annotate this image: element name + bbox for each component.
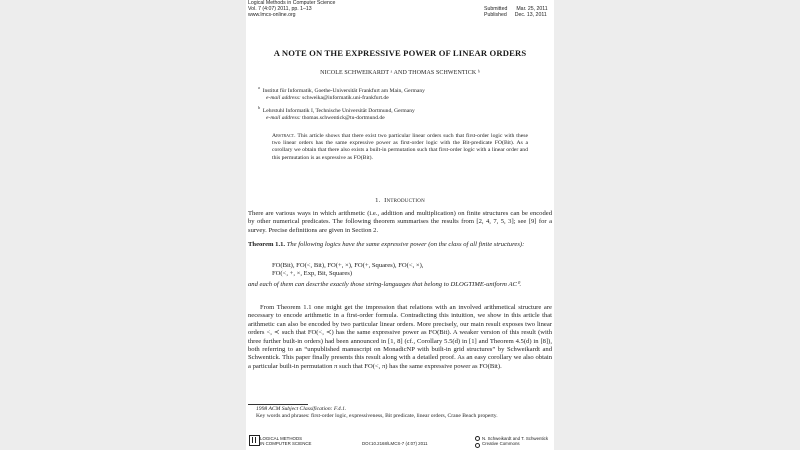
paper-title: A NOTE ON THE EXPRESSIVE POWER OF LINEAR ORDERS (273, 48, 527, 58)
affiliation-b-email-label: e-mail address: (266, 114, 301, 121)
affiliation-b-institution: Lehrstuhl Informatik I, Technische Universität Dortmund, Germany (262, 107, 415, 114)
section-number: 1. (375, 197, 381, 204)
submitted-label: Submitted (484, 6, 508, 12)
creative-commons-icon (475, 443, 480, 448)
copyright-icon (475, 436, 480, 441)
published-date: Dec. 13, 2011 (514, 12, 547, 19)
journal-header (248, 0, 335, 19)
journal-website: www.lmcs-online.org (248, 12, 296, 19)
theorem-formula-line-2: FO(<, +, ×, Exp, Bit, Squares) (272, 270, 353, 278)
footnotes (256, 406, 552, 420)
theorem-statement: The following logics have the same expressive power (on the class of all finite structures): (286, 241, 525, 248)
theorem-formula-line-1: FO(Bit), FO(<, Bit), FO(+, ×), FO(+, Squares), FO(<, ×), (272, 262, 424, 269)
affiliation-a-email-label: e-mail address: (266, 94, 301, 101)
submitted-info (484, 6, 548, 18)
license-info (482, 436, 548, 446)
section-title: Introduction (384, 197, 425, 204)
abstract-label: Abstract. (272, 133, 296, 139)
lmcs-logo-icon (249, 435, 260, 446)
theorem-closing (248, 281, 552, 289)
footnote-divider (248, 404, 308, 405)
doi[interactable]: DOI:10.2168/LMCS-7 (4:07) 2011 (362, 441, 428, 446)
abstract-text: This article shows that there exist two particular linear orders such that first-order logic with these two linear orders has the same expressive power as first-order logic with the Bit-predicate FO(Bit). As a corollary we obtain that there also exists a built-in permutation such that first-order logic with a linear order and this permutation is as expressive as FO(Bit). (272, 133, 528, 161)
journal-name: Logical Methods in Computer Science (248, 0, 336, 6)
intro-text: There are various ways in which arithmetic (i.e., addition and multiplication) on finite structures can be encoded by other numerical predicates. The following theorem summarises the results from [2, 4, 7, 5, 3]; see [9] for a survey. Precise definitions are given in Section 2. (248, 210, 552, 234)
affiliation-b-email[interactable]: thomas.schwentick@tu-dortmund.de (302, 114, 385, 121)
paper-page (246, 0, 554, 450)
affiliation-a-email[interactable]: schweika@informatik.uni-frankfurt.de (302, 94, 389, 101)
theorem-closing-text: and each of them can describe exactly those string-languages that belong to DLOGTIME-uniform AC⁰. (248, 281, 522, 288)
affiliation-b (258, 104, 415, 122)
affiliation-a-institution: Institut für Informatik, Goethe-Universität Frankfurt am Main, Germany (262, 87, 425, 94)
abstract (272, 133, 528, 162)
lmcs-logo-text (260, 436, 311, 446)
body-paragraph-2 (248, 304, 552, 371)
theorem-label: Theorem 1.1. (248, 241, 286, 248)
affiliation-b-mark: b (258, 105, 260, 110)
submitted-date: Mar. 25, 2011 (516, 6, 548, 12)
section-heading (246, 197, 554, 204)
keywords: Key words and phrases: first-order logic, expressiveness, Bit predicate, linear orders, Crane Beach property. (256, 413, 498, 419)
acm-classification: 1998 ACM Subject Classification: F.4.1. (256, 406, 347, 412)
copyright-holders: N. Schweikardt and T. Schwentick (482, 436, 549, 441)
journal-volume: Vol. 7 (4:07) 2011, pp. 1–13 (248, 6, 312, 13)
theorem-block (248, 241, 552, 249)
published-label: Published (484, 12, 507, 19)
paper-authors: NICOLE SCHWEIKARDT ᵃ AND THOMAS SCHWENTICK ᵇ (320, 70, 480, 76)
para2-text: From Theorem 1.1 one might get the impression that relations with an involved arithmetical structure are necessary to encode arithmetic in a first-order formula. Contradicting this intuition, we show in this article that arithmetic can also be encoded by two particular linear orders. More precisely, our main result exposes two linear orders <, ≺ such that FO(<, ≺) has the same expressive power as FO(Bit). A weaker version of this result (with three further built-in orders) had been announced in [1, 8] (cf., Corollary 5.5(d) in [1] and Theorem 4.5(d) in [8]), both referring to an “unpublished manuscript on MonadicNP with built-in grid structures” by Schweikardt and Schwentick. This paper finally presents this result along with a detailed proof. As an easy corollary we also obtain a particular built-in permutation π such that FO(<, π) has the same expressive power as FO(Bit). (248, 304, 552, 370)
affiliation-a-mark: a (258, 85, 260, 90)
license-name[interactable]: Creative Commons (482, 441, 520, 446)
theorem-formulas (272, 262, 423, 279)
logo-line-1: LOGICAL METHODS (260, 436, 303, 441)
affiliation-a (258, 84, 425, 102)
logo-line-2: IN COMPUTER SCIENCE (260, 441, 312, 446)
intro-paragraph (248, 210, 552, 235)
